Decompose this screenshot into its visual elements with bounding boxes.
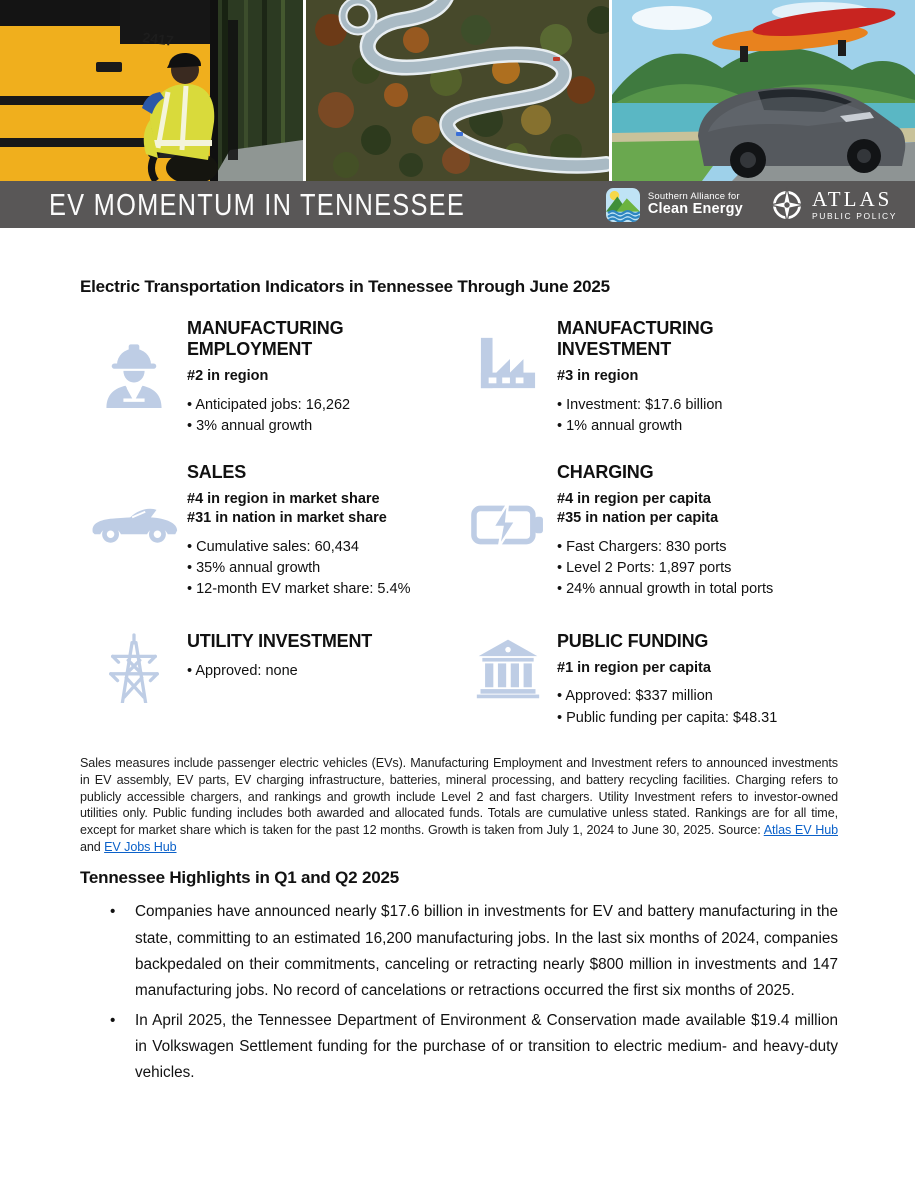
footnote-text: and <box>80 839 105 854</box>
indicator-grid <box>80 318 838 729</box>
icon-column <box>459 631 557 699</box>
indicator-bullets <box>557 537 832 601</box>
aerial-winding-road-photo <box>306 0 609 181</box>
indicator-rank: #3 in region <box>557 367 639 384</box>
indicator-title: PUBLIC FUNDING <box>557 630 709 651</box>
indicator-bullet: • Investment: $17.6 billion <box>557 395 832 416</box>
government-building-icon <box>475 637 541 699</box>
indicator-rank: #35 in nation per capita <box>557 509 719 526</box>
icon-column <box>459 318 557 392</box>
transmission-tower-icon <box>103 633 165 703</box>
indicator-public-funding <box>459 631 838 729</box>
indicator-bullet: • 3% annual growth <box>187 416 453 437</box>
highlights-list <box>80 899 838 1086</box>
sace-logo-bottom: Clean Energy <box>647 200 743 217</box>
indicator-row-1 <box>80 318 838 437</box>
indicator-bullets <box>557 395 832 438</box>
section-title: Electric Transportation Indicators in Tennessee Through June 2025 <box>80 277 610 296</box>
indicator-bullet: • 12-month EV market share: 5.4% <box>187 579 453 600</box>
indicator-bullets <box>187 537 453 601</box>
indicator-text <box>557 318 838 437</box>
indicator-bullet: • 35% annual growth <box>187 558 453 579</box>
ev-jobs-hub-link[interactable]: EV Jobs Hub <box>104 839 177 854</box>
atlas-ev-hub-link[interactable]: Atlas EV Hub <box>763 823 838 837</box>
page-title: EV MOMENTUM IN TENNESSEE <box>49 186 466 222</box>
indicator-bullet: • Approved: $337 million <box>557 686 832 707</box>
indicator-charging <box>459 462 838 601</box>
indicator-bullets <box>187 395 453 438</box>
factory-icon <box>477 334 539 392</box>
header-photo-strip <box>0 0 915 181</box>
indicator-bullet: • Public funding per capita: $48.31 <box>557 708 832 729</box>
indicator-title: SALES <box>187 462 247 483</box>
icon-column <box>459 462 557 548</box>
indicator-title: CHARGING <box>557 462 654 483</box>
indicator-bullet: • 24% annual growth in total ports <box>557 579 832 600</box>
ev-car-with-kayaks-photo <box>612 0 915 181</box>
indicator-rank: #4 in region in market share <box>187 491 380 508</box>
indicator-title: UTILITY INVESTMENT <box>187 630 373 651</box>
indicator-utility-investment <box>80 631 459 729</box>
indicator-bullet: • Level 2 Ports: 1,897 ports <box>557 558 832 579</box>
title-banner <box>0 181 915 228</box>
content <box>80 228 838 1090</box>
indicator-bullets <box>187 661 453 682</box>
atlas-logo-bottom: PUBLIC POLICY <box>811 210 897 221</box>
convertible-car-icon <box>89 502 179 544</box>
icon-column <box>80 318 187 408</box>
sace-logo-top: Southern Alliance for <box>647 190 740 202</box>
indicator-manufacturing-investment <box>459 318 838 437</box>
sace-logo <box>606 188 743 222</box>
indicator-sales <box>80 462 459 601</box>
indicator-row-3 <box>80 631 838 729</box>
indicator-text <box>187 631 459 682</box>
indicator-row-2 <box>80 462 838 601</box>
indicator-title: MANUFACTURING INVESTMENT <box>557 318 714 359</box>
sace-logo-icon <box>606 188 640 222</box>
indicator-text <box>557 462 838 601</box>
bus-number-label: 2417 <box>141 29 175 49</box>
construction-worker-icon <box>100 338 168 408</box>
indicator-rank: #31 in nation in market share <box>187 509 387 526</box>
indicator-bullet: • Cumulative sales: 60,434 <box>187 537 453 558</box>
sace-logo-text <box>648 192 743 217</box>
atlas-logo <box>769 187 897 223</box>
indicator-rank: #2 in region <box>187 367 269 384</box>
icon-column <box>80 631 187 703</box>
school-bus-charging-photo <box>0 0 303 181</box>
indicator-title: MANUFACTURING EMPLOYMENT <box>187 318 344 359</box>
indicator-text <box>187 462 459 601</box>
indicator-bullet: • Approved: none <box>187 661 453 682</box>
indicator-bullet: • Fast Chargers: 830 ports <box>557 537 832 558</box>
highlight-item: • In April 2025, the Tennessee Department of Environment & Conservation made available $19.4 million in Volkswagen Settlement funding for the purchase of or transition to electric medium- and heavy-duty vehicles. <box>135 1008 838 1087</box>
indicator-text <box>557 631 838 729</box>
indicator-text <box>187 318 459 437</box>
logos <box>606 187 897 223</box>
charging-battery-icon <box>471 502 545 548</box>
indicator-manufacturing-employment <box>80 318 459 437</box>
indicator-bullet: • 1% annual growth <box>557 416 832 437</box>
footnote-text: Sales measures include passenger electric vehicles (EVs). Manufacturing Employment and Investment refers to announced investments in EV assembly, EV parts, EV charging infrastructure, batteries, mineral processing, and battery recycling facilities. Charging refers to publicly accessible chargers, and rankings and growth include Level 2 and fast chargers. Utility Investment refers to investor-owned utilities only. Public funding includes both awarded and allocated funds. Totals are cumulative unless stated. Rankings are for all time, except for market share which is taken for the past 12 months. Growth is taken from July 1, 2024 to June 30, 2025. Source: <box>80 756 838 837</box>
indicator-bullets <box>557 686 832 729</box>
highlights-title: Tennessee Highlights in Q1 and Q2 2025 <box>80 868 399 888</box>
highlight-item: • Companies have announced nearly $17.6 billion in investments for EV and battery manufacturing in the state, committing to an estimated 16,200 manufacturing jobs. In the last six months of 2024, companies backpedaled on their commitments, canceling or retracting nearly $800 million in investments and 147 manufacturing jobs. No record of cancelations or retractions occurred the first six months of 2025. <box>135 899 838 1004</box>
indicator-bullet: • Anticipated jobs: 16,262 <box>187 395 453 416</box>
atlas-logo-top: ATLAS <box>811 186 893 211</box>
icon-column <box>80 462 187 544</box>
methodology-footnote <box>80 755 838 855</box>
atlas-logo-text <box>811 186 897 221</box>
indicator-rank: #4 in region per capita <box>557 491 711 508</box>
indicator-rank: #1 in region per capita <box>557 659 711 676</box>
atlas-compass-icon <box>769 187 805 223</box>
